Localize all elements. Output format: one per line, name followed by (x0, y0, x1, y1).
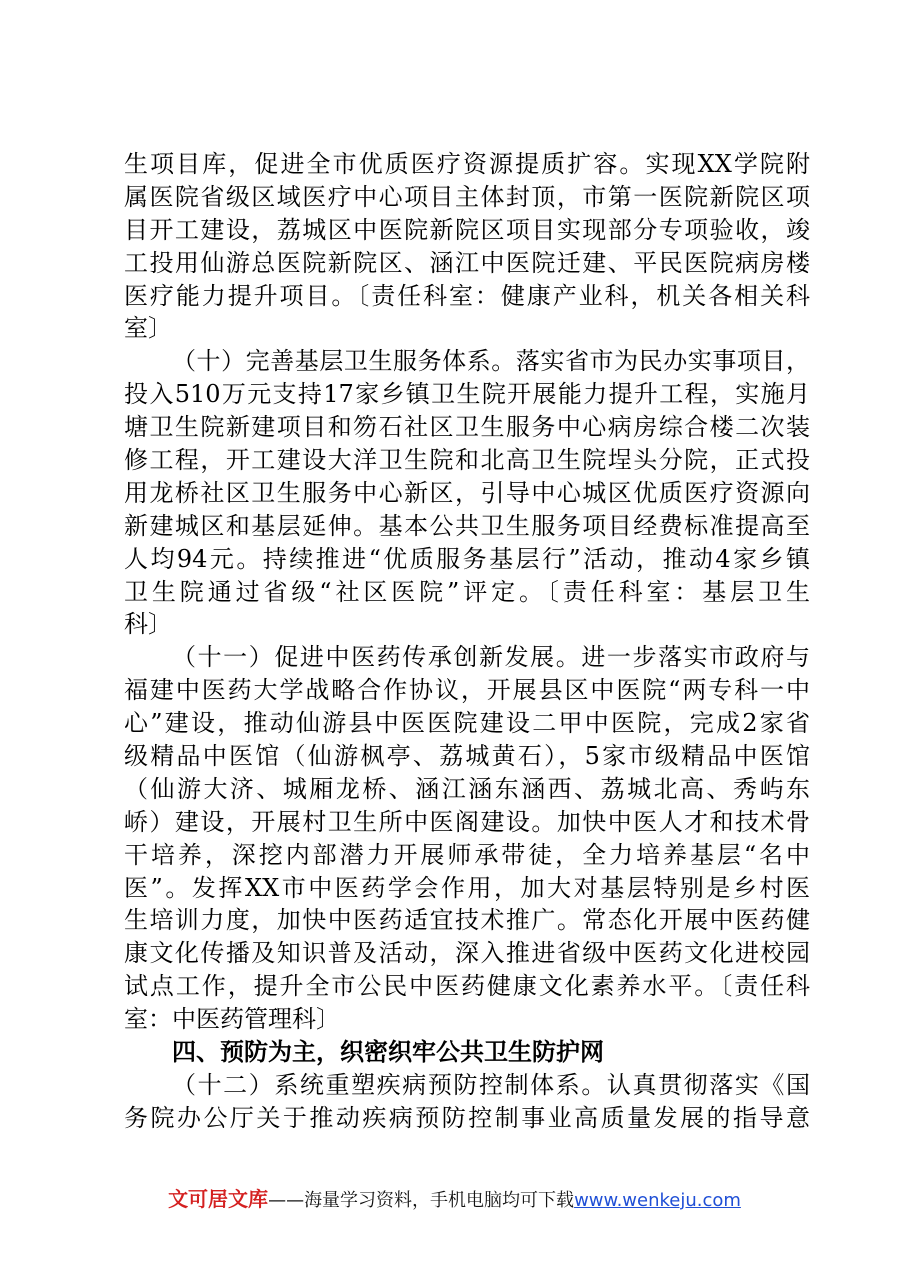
text-line: 室〕 (124, 314, 172, 343)
text-line: 室：中医药管理科〕 (124, 1005, 340, 1034)
text-line: 康文化传播及知识普及活动，深入推进省级中医药文化进校园 (124, 939, 810, 968)
footer-banner (0, 1183, 909, 1212)
text-line: 卫生院通过省级“社区医院”评定。〔责任科室：基层卫生 (124, 577, 810, 606)
text-line: 心”建设，推动仙游县中医医院建设二甲中医院，完成2家省 (124, 709, 810, 738)
footer-link[interactable]: www.wenkeju.com (574, 1190, 741, 1211)
footer-tagline: ——海量学习资料，手机电脑均可下载 (268, 1190, 575, 1211)
text-line: 工投用仙游总医院新院区、涵江中医院迁建、平民医院病房楼 (124, 248, 810, 277)
footer-brand: 文可居文库 (168, 1187, 269, 1211)
text-line: 投入510万元支持17家乡镇卫生院开展能力提升工程，实施月 (124, 380, 810, 409)
text-line: 生培训力度，加快中医药适宜技术推广。常态化开展中医药健 (124, 906, 810, 935)
text-line: （仙游大济、城厢龙桥、涵江涵东涵西、荔城北高、秀屿东 (124, 774, 810, 803)
text-line: 试点工作，提升全市公民中医药健康文化素养水平。〔责任科 (124, 972, 810, 1001)
text-line: 级精品中医馆（仙游枫亭、荔城黄石），5家市级精品中医馆 (124, 742, 810, 771)
text-line: 干培养，深挖内部潜力开展师承带徒，全力培养基层“名中 (124, 840, 810, 869)
text-line: 务院办公厅关于推动疾病预防控制事业高质量发展的指导意 (124, 1103, 810, 1132)
text-line: 福建中医药大学战略合作协议，开展县区中医院“两专科一中 (124, 676, 810, 705)
text-line: 峤）建设，开展村卫生所中医阁建设。加快中医人才和技术骨 (124, 807, 810, 836)
text-line: 新建城区和基层延伸。基本公共卫生服务项目经费标准提高至 (124, 511, 810, 540)
text-line: 医疗能力提升项目。〔责任科室：健康产业科，机关各相关科 (124, 281, 810, 310)
text-line: 人均94元。持续推进“优质服务基层行”活动，推动4家乡镇 (124, 544, 810, 573)
text-line: 医”。发挥XX市中医药学会作用，加大对基层特别是乡村医 (124, 873, 810, 902)
text-line: 生项目库，促进全市优质医疗资源提质扩容。实现XX学院附 (124, 150, 810, 178)
paragraph-heading-line: （十二）系统重塑疾病预防控制体系。认真贯彻落实《国 (172, 1070, 810, 1099)
text-line: 塘卫生院新建项目和笏石社区卫生服务中心病房综合楼二次装 (124, 413, 810, 442)
text-line: 属医院省级区域医疗中心项目主体封顶，市第一医院新院区项 (124, 182, 810, 211)
paragraph-heading-line: （十）完善基层卫生服务体系。落实省市为民办实事项目， (172, 347, 810, 376)
text-line: 用龙桥社区卫生服务中心新区，引导中心城区优质医疗资源向 (124, 478, 810, 507)
text-line: 修工程，开工建设大洋卫生院和北高卫生院埕头分院，正式投 (124, 446, 810, 475)
document-body (124, 148, 810, 1135)
paragraph-heading-line: （十一）促进中医药传承创新发展。进一步落实市政府与 (172, 643, 810, 672)
section-heading: 四、预防为主，织密织牢公共卫生防护网 (172, 1038, 604, 1067)
text-line: 目开工建设，荔城区中医院新院区项目实现部分专项验收，竣 (124, 215, 810, 244)
text-line: 科〕 (124, 610, 172, 639)
